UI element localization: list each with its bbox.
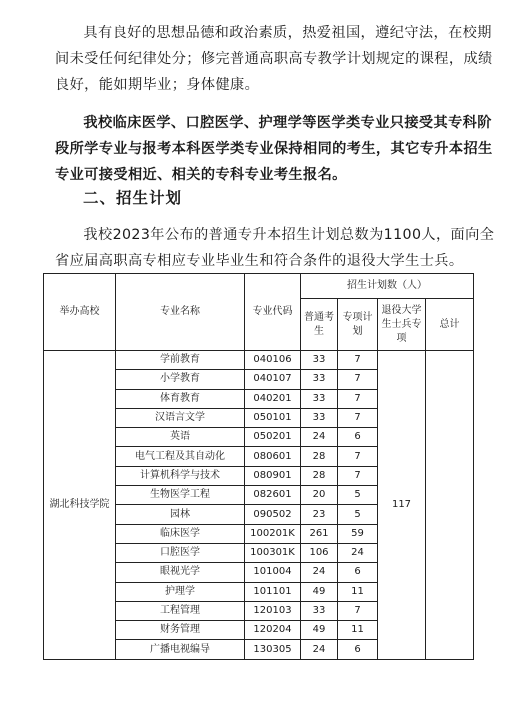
header-school: 举办高校 [44, 274, 116, 351]
special-cell: 7 [338, 370, 378, 389]
header-special: 专项计划 [338, 299, 378, 351]
normal-cell: 33 [301, 601, 338, 620]
code-cell: 130305 [245, 640, 301, 659]
special-cell: 6 [338, 563, 378, 582]
major-cell: 广播电视编导 [116, 640, 245, 659]
major-cell: 生物医学工程 [116, 486, 245, 505]
special-cell: 59 [338, 524, 378, 543]
major-cell: 口腔医学 [116, 543, 245, 562]
normal-cell: 33 [301, 351, 338, 370]
code-cell: 040106 [245, 351, 301, 370]
special-cell: 5 [338, 505, 378, 524]
code-cell: 080901 [245, 466, 301, 485]
normal-cell: 33 [301, 389, 338, 408]
normal-cell: 24 [301, 563, 338, 582]
code-cell: 101004 [245, 563, 301, 582]
major-cell: 园林 [116, 505, 245, 524]
header-normal: 普通考生 [301, 299, 338, 351]
normal-cell: 106 [301, 543, 338, 562]
normal-cell: 33 [301, 370, 338, 389]
special-cell: 7 [338, 408, 378, 427]
special-cell: 24 [338, 543, 378, 562]
code-cell: 040201 [245, 389, 301, 408]
special-cell: 6 [338, 640, 378, 659]
normal-cell: 23 [301, 505, 338, 524]
major-cell: 电气工程及其自动化 [116, 447, 245, 466]
special-cell: 7 [338, 351, 378, 370]
code-cell: 101101 [245, 582, 301, 601]
major-cell: 临床医学 [116, 524, 245, 543]
major-cell: 汉语言文学 [116, 408, 245, 427]
code-cell: 040107 [245, 370, 301, 389]
code-cell: 080601 [245, 447, 301, 466]
major-cell: 工程管理 [116, 601, 245, 620]
header-plan-group: 招生计划数（人） [301, 274, 474, 299]
major-cell: 小学教育 [116, 370, 245, 389]
normal-cell: 20 [301, 486, 338, 505]
code-cell: 090502 [245, 505, 301, 524]
normal-cell: 261 [301, 524, 338, 543]
header-total: 总计 [426, 299, 474, 351]
paragraph-medical-note: 我校临床医学、口腔医学、护理学等医学类专业只接受其专科阶段所学专业与报考本科医学类专业保持相同的考生，其它专升本招生专业可接受相近、相关的专科专业考生报名。 [55, 115, 493, 183]
code-cell: 120204 [245, 621, 301, 640]
special-cell: 6 [338, 428, 378, 447]
normal-cell: 49 [301, 621, 338, 640]
major-cell: 体育教育 [116, 389, 245, 408]
header-major: 专业名称 [116, 274, 245, 351]
major-cell: 眼视光学 [116, 563, 245, 582]
major-cell: 护理学 [116, 582, 245, 601]
major-cell: 英语 [116, 428, 245, 447]
code-cell: 050201 [245, 428, 301, 447]
special-cell: 11 [338, 621, 378, 640]
special-cell: 7 [338, 389, 378, 408]
normal-cell: 28 [301, 466, 338, 485]
normal-cell: 33 [301, 408, 338, 427]
code-cell: 082601 [245, 486, 301, 505]
special-cell: 7 [338, 601, 378, 620]
paragraph-requirements: 具有良好的思想品德和政治素质，热爱祖国，遵纪守法，在校期间未受任何纪律处分；修完普通高职高专教学计划规定的课程，成绩良好，能如期毕业；身体健康。 [55, 25, 493, 93]
special-cell: 5 [338, 486, 378, 505]
table-row [44, 351, 474, 370]
major-cell: 学前教育 [116, 351, 245, 370]
code-cell: 120103 [245, 601, 301, 620]
major-cell: 计算机科学与技术 [116, 466, 245, 485]
section-heading: 二、招生计划 [83, 189, 183, 207]
school-cell: 湖北科技学院 [44, 351, 116, 660]
special-cell: 11 [338, 582, 378, 601]
veteran-cell: 117 [378, 351, 426, 660]
normal-cell: 28 [301, 447, 338, 466]
normal-cell: 24 [301, 428, 338, 447]
major-cell: 财务管理 [116, 621, 245, 640]
normal-cell: 24 [301, 640, 338, 659]
paragraph-plan-summary: 我校2023年公布的普通专升本招生计划总数为1100人，面向全省应届高职高专相应专业毕业生和符合条件的退役大学生士兵。 [55, 227, 495, 269]
total-cell [426, 351, 474, 660]
header-veteran: 退役大学生士兵专项 [378, 299, 426, 351]
code-cell: 100201K [245, 524, 301, 543]
enrollment-plan-table [43, 273, 474, 660]
code-cell: 050101 [245, 408, 301, 427]
special-cell: 7 [338, 466, 378, 485]
normal-cell: 49 [301, 582, 338, 601]
special-cell: 7 [338, 447, 378, 466]
header-code: 专业代码 [245, 274, 301, 351]
code-cell: 100301K [245, 543, 301, 562]
